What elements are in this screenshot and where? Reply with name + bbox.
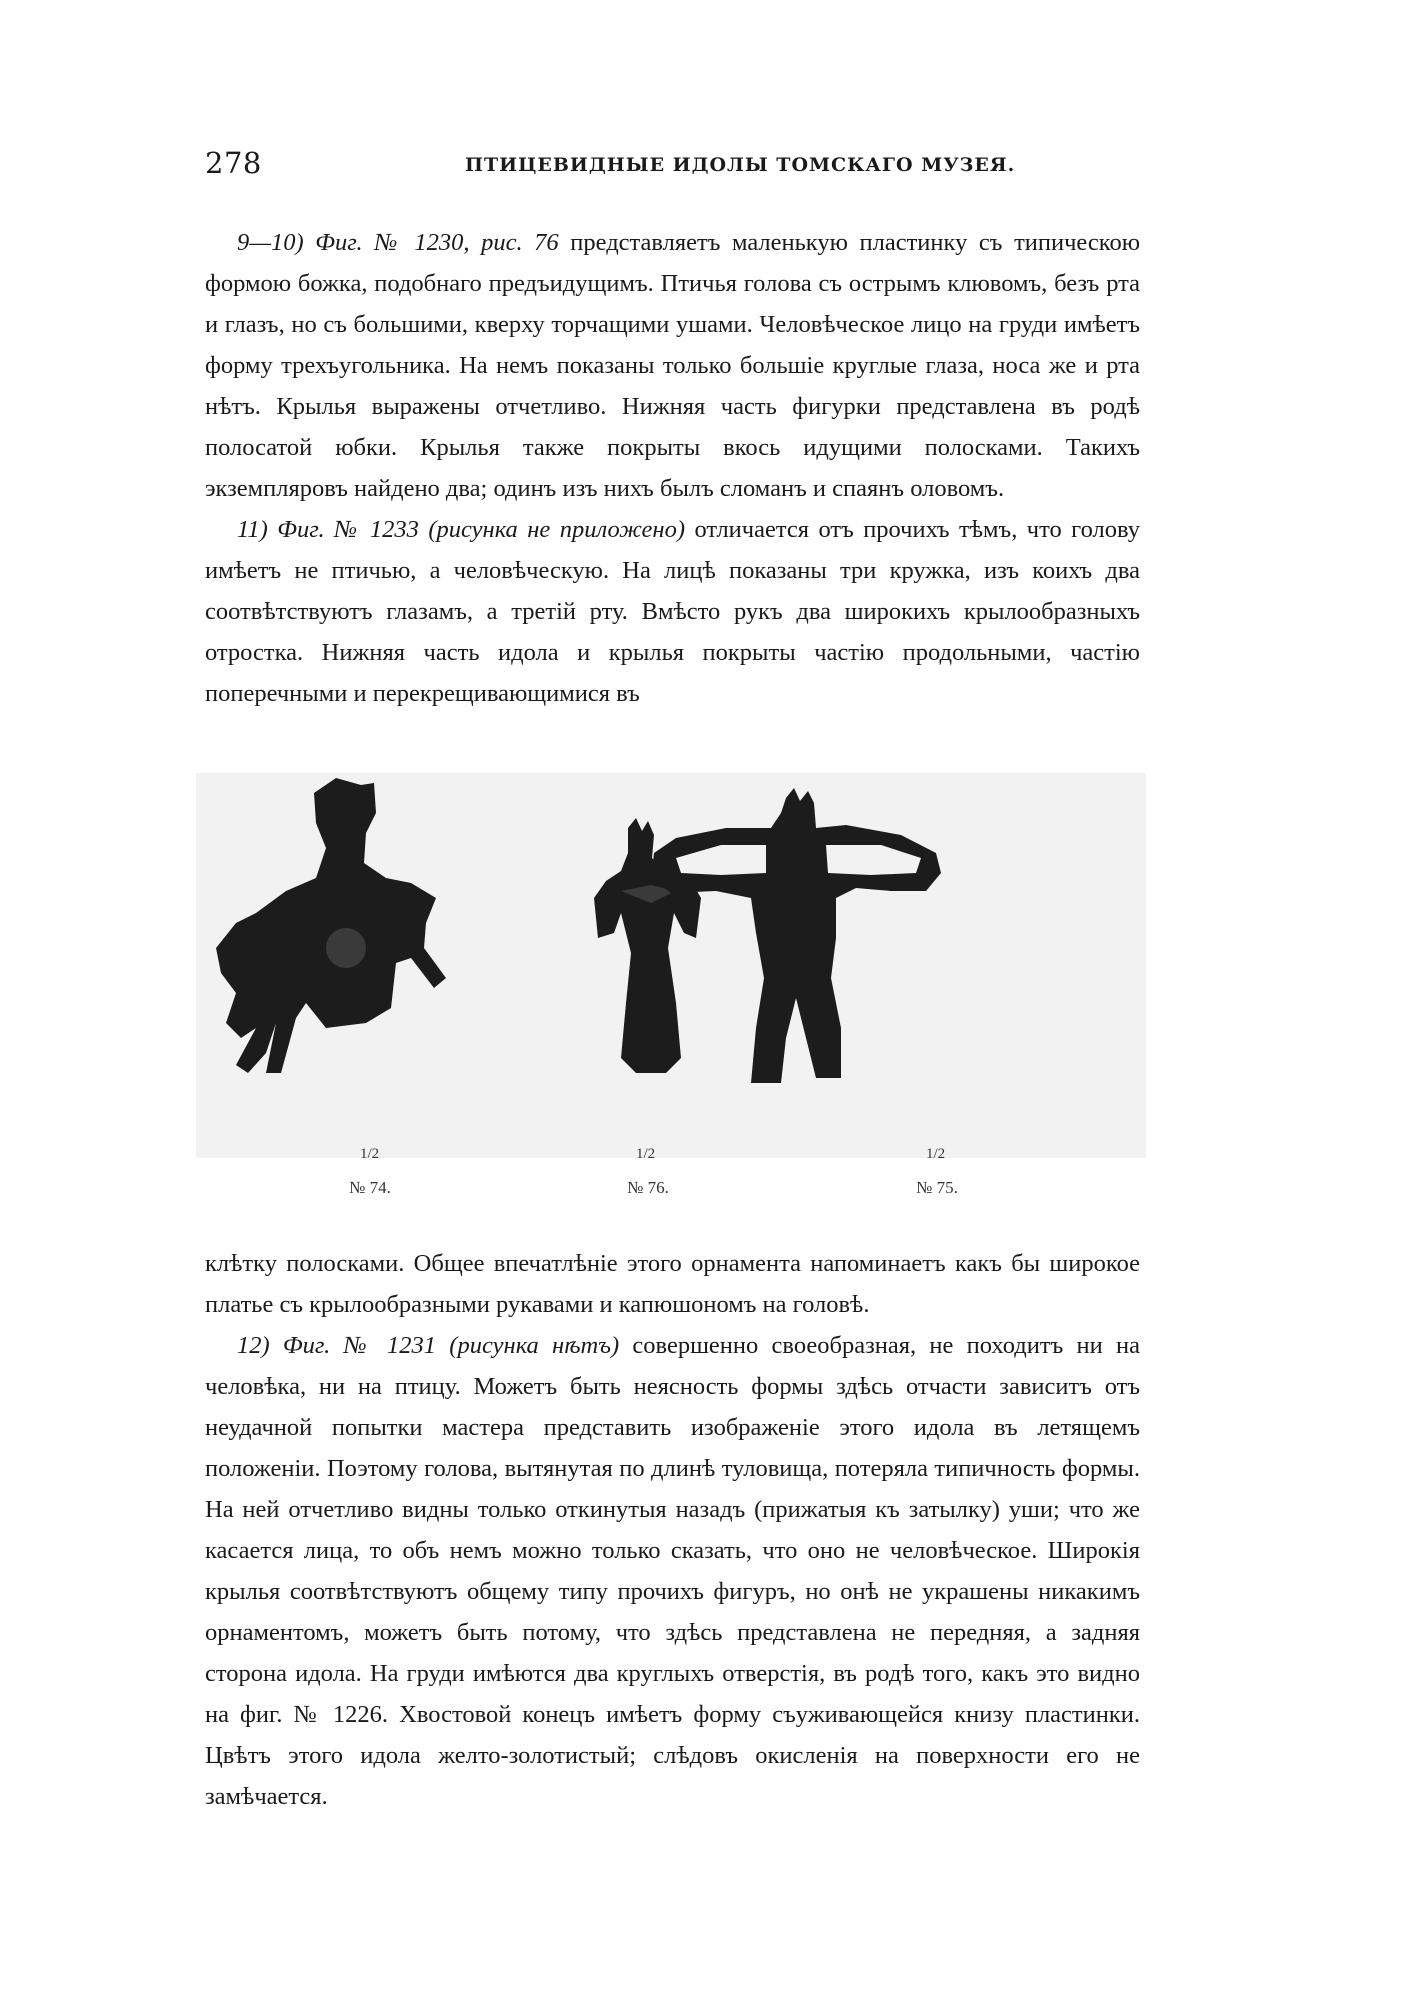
paragraph (205, 509, 1140, 714)
figure-74-caption: № 74. (349, 1178, 391, 1197)
figure-76-scale: 1/2 (636, 1146, 656, 1162)
paragraph (205, 1325, 1140, 1817)
idol-figure-74 (216, 778, 446, 1073)
paragraph-text: клѣтку полосками. Общее впечатлѣніе этого орнамента напоминаетъ какъ бы широкое платье съ крылообразными рукавами и капюшономъ на головѣ. (205, 1250, 1140, 1318)
text-block-bottom (205, 1243, 1140, 1817)
text-block-top (205, 222, 1140, 714)
figure-reference: 12) Фиг. № 1231 (рисунка нѣтъ) (237, 1332, 620, 1359)
page-header (205, 146, 1140, 186)
paragraph (205, 222, 1140, 509)
figure-75-caption: № 75. (916, 1178, 958, 1197)
paragraph-text: совершенно своеобразная, не походитъ ни на человѣка, ни на птицу. Можетъ быть неясность формы здѣсь отчасти зависитъ отъ неудачной попытки мастера представить изображеніе этого идола въ летящемъ положеніи. Поэтому голова, вытянутая по длинѣ туловища, потеряла типичность формы. На ней отчетливо видны только откинутыя назадъ (прижатыя къ затылку) уши; что же касается лица, то объ немъ можно только сказать, что оно не человѣческое. Широкія крылья соотвѣтствуютъ общему типу прочихъ фигуръ, но онѣ не украшены никакимъ орнаментомъ, можетъ быть потому, что здѣсь представлена не передняя, а задняя сторона идола. На груди имѣются два круглыхъ отверстія, въ родѣ того, какъ это видно на фиг. № 1226. Хвостовой конецъ имѣетъ форму съуживающейся книзу пластинки. Цвѣтъ этого идола желто-золотистый; слѣдовъ окисленія на поверхности его не замѣчается. (205, 1332, 1140, 1810)
paragraph (205, 1243, 1140, 1325)
figure-reference: 11) Фиг. № 1233 (рисунка не приложено) (237, 516, 685, 543)
figure-76-caption: № 76. (627, 1178, 669, 1197)
paragraph-text: отличается отъ прочихъ тѣмъ, что голову имѣетъ не птичью, а человѣческую. На лицѣ показаны три кружка, изъ коихъ два соотвѣтствуютъ глазамъ, а третій рту. Вмѣсто рукъ два широкихъ крылообразныхъ отростка. Нижняя часть идола и крылья покрыты частію продольными, частію поперечными и перекрещивающимися въ (205, 516, 1140, 707)
running-title: ПТИЦЕВИДНЫЕ ИДОЛЫ ТОМСКАГО МУЗЕЯ. (465, 154, 1016, 176)
figure-75-scale: 1/2 (926, 1146, 946, 1162)
figure-74-scale: 1/2 (360, 1146, 380, 1162)
paragraph-text: представляетъ маленькую пластинку съ типическою формою божка, подобнаго предъидущимъ. Птичья голова съ острымъ клювомъ, безъ рта и глазъ, но съ большими, кверху торчащими ушами. Человѣческое лицо на груди имѣетъ форму трехъугольника. На немъ показаны только большіе круглые глаза, носа же и рта нѣтъ. Крылья выражены отчетливо. Нижняя часть фигурки представлена въ родѣ полосатой юбки. Крылья также покрыты вкось идущими полосками. Такихъ экземпляровъ найдено два; одинъ изъ нихъ былъ сломанъ и спаянъ оловомъ. (205, 229, 1141, 502)
figure-reference: 9—10) Фиг. № 1230, рис. 76 (237, 229, 559, 256)
page-number: 278 (205, 146, 262, 180)
figure-plate (196, 773, 1146, 1158)
figures-illustration (196, 773, 1146, 1158)
